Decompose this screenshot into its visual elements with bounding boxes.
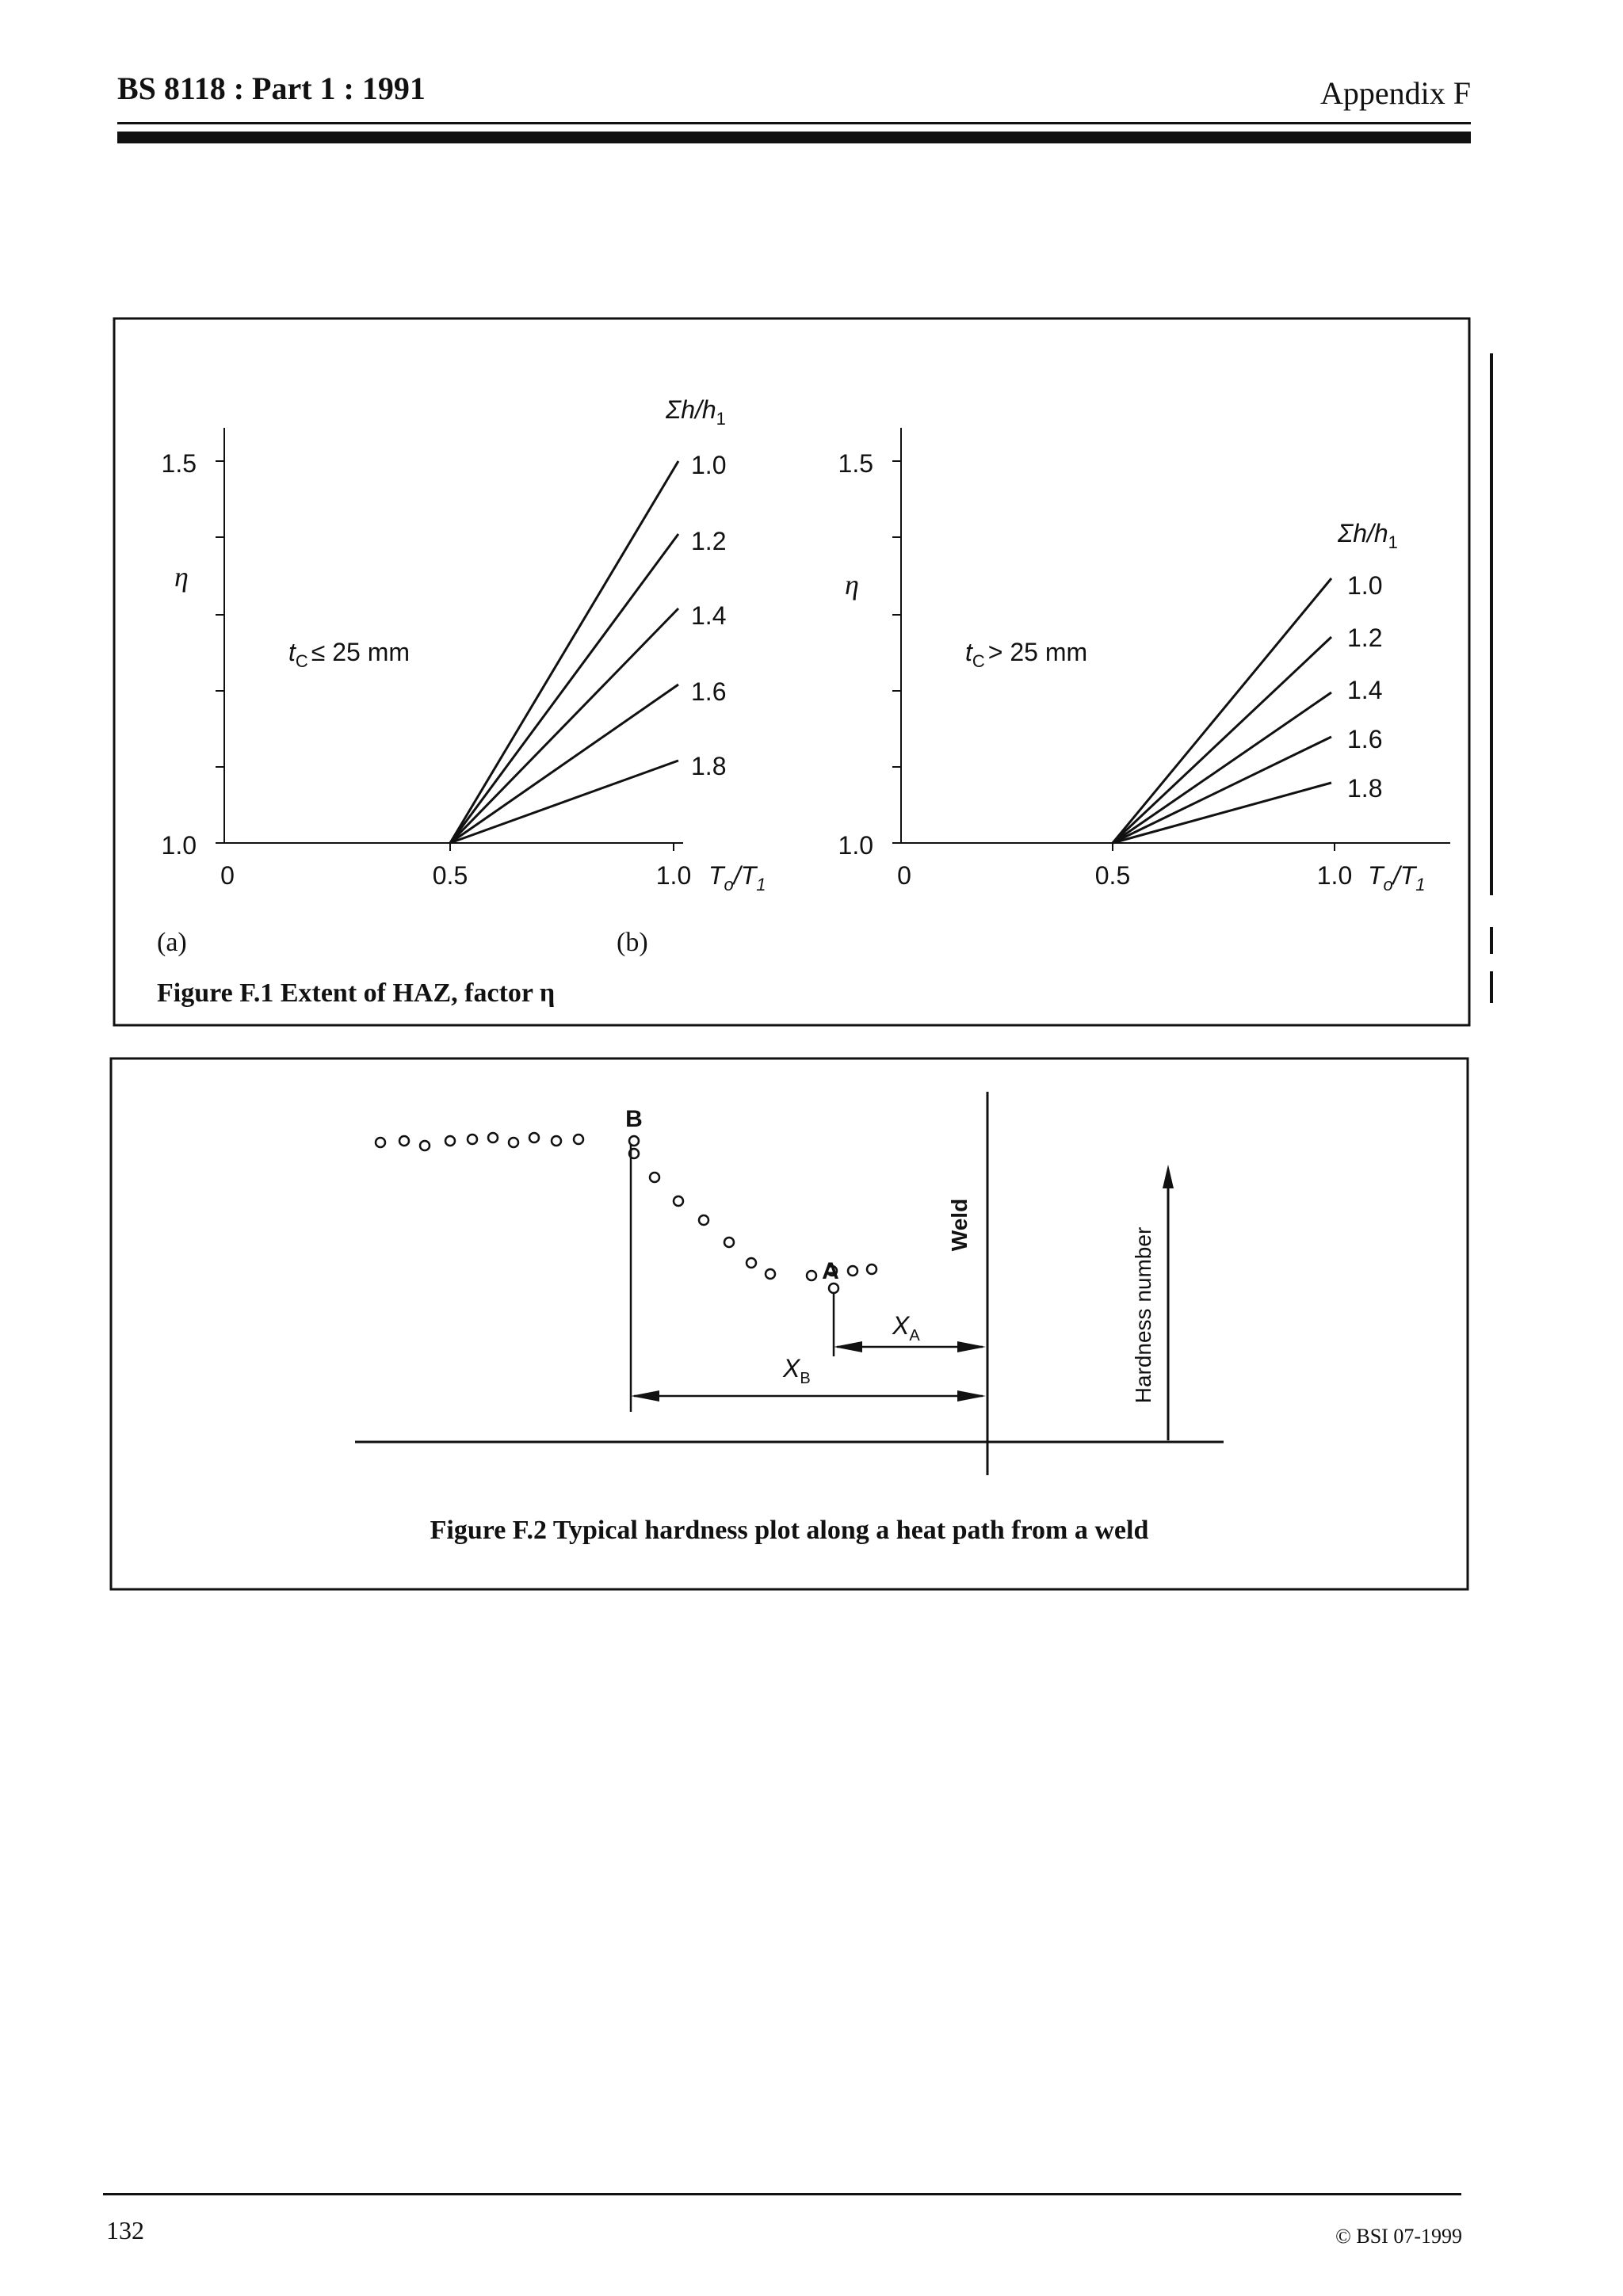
curve-label-a-1-2: 1.2 bbox=[691, 527, 727, 555]
curve-label-a-1-0: 1.0 bbox=[691, 451, 727, 479]
xb-label: $X_B$ bbox=[783, 1354, 811, 1387]
header-rule-thick bbox=[117, 132, 1471, 143]
curve-b-1-4 bbox=[1113, 692, 1331, 843]
figure-f1-frame bbox=[114, 318, 1469, 1025]
change-bar bbox=[1490, 927, 1493, 954]
figure-f2 bbox=[108, 1055, 1471, 1596]
page-number: 132 bbox=[106, 2216, 144, 2245]
x-tick-1-0: 1.0 bbox=[655, 861, 692, 890]
x-tick-0-5: 0.5 bbox=[432, 861, 468, 890]
x-axis-unit: $T_o/T_1$ bbox=[1368, 861, 1426, 894]
eta-axis-symbol: η bbox=[174, 561, 189, 593]
x-tick-0: 0 bbox=[220, 861, 235, 890]
y-tick-1-0: 1.0 bbox=[161, 831, 197, 860]
change-bar bbox=[1490, 353, 1493, 895]
panel-a-chart bbox=[162, 395, 766, 894]
curve-a-1-2 bbox=[450, 534, 678, 843]
panel-label-a: (a) bbox=[157, 928, 187, 957]
x-axis-unit: $T_o/T_1$ bbox=[708, 861, 766, 894]
y-tick-1-5: 1.5 bbox=[161, 449, 197, 478]
curve-label-b-1-0: 1.0 bbox=[1347, 571, 1383, 600]
xa-label: $X_A$ bbox=[892, 1311, 920, 1344]
curve-label-a-1-8: 1.8 bbox=[691, 752, 727, 780]
y-tick-1-0: 1.0 bbox=[838, 831, 873, 860]
curve-a-1-4 bbox=[450, 608, 678, 843]
section-title: Appendix F bbox=[1320, 75, 1471, 111]
document-id: BS 8118 : Part 1 : 1991 bbox=[117, 71, 426, 106]
x-tick-1-0: 1.0 bbox=[1316, 861, 1353, 890]
weld-label: Weld bbox=[947, 1198, 972, 1252]
figure-f1-caption: Figure F.1 Extent of HAZ, factor η bbox=[157, 978, 556, 1008]
point-a-marker bbox=[829, 1283, 838, 1293]
x-tick-0-5: 0.5 bbox=[1094, 861, 1131, 890]
curve-b-1-0 bbox=[1113, 578, 1331, 843]
hardness-axis-label: Hardness number bbox=[1131, 1226, 1155, 1404]
hardness-points bbox=[376, 1133, 876, 1280]
y-tick-1-5: 1.5 bbox=[838, 449, 873, 478]
curve-a-1-0 bbox=[450, 461, 678, 843]
eta-axis-symbol: η bbox=[845, 569, 859, 601]
curve-b-1-6 bbox=[1113, 737, 1331, 843]
point-b-label: B bbox=[625, 1106, 643, 1132]
curve-label-a-1-4: 1.4 bbox=[691, 601, 727, 630]
point-a-label: A bbox=[822, 1258, 839, 1284]
x-tick-0: 0 bbox=[897, 861, 911, 890]
curve-label-b-1-8: 1.8 bbox=[1347, 774, 1383, 803]
curve-label-b-1-4: 1.4 bbox=[1347, 676, 1383, 704]
change-bar bbox=[1490, 971, 1493, 1003]
footer-rule bbox=[103, 2193, 1461, 2195]
figure-f2-frame bbox=[111, 1058, 1468, 1589]
curve-label-a-1-6: 1.6 bbox=[691, 677, 727, 706]
curve-a-1-6 bbox=[450, 685, 678, 843]
panel-b-condition: $t_C > 25$ mm bbox=[965, 638, 1088, 671]
curve-label-b-1-6: 1.6 bbox=[1347, 725, 1383, 753]
header-rule-thin bbox=[117, 122, 1471, 124]
curve-a-1-8 bbox=[450, 761, 678, 843]
figure-f2-caption: Figure F.2 Typical hardness plot along a heat path from a weld bbox=[430, 1516, 1149, 1545]
panel-b-legend-title: $\Sigma h/h_1$ bbox=[1338, 519, 1398, 552]
curve-label-b-1-2: 1.2 bbox=[1347, 624, 1383, 652]
copyright-notice: © BSI 07-1999 bbox=[1335, 2225, 1462, 2248]
panel-b-chart bbox=[838, 428, 1450, 894]
panel-a-condition: $t_C \le 25$ mm bbox=[288, 638, 411, 671]
figure-f1 bbox=[111, 315, 1474, 1032]
panel-label-b: (b) bbox=[617, 928, 648, 957]
panel-a-legend-title: $\Sigma h/h_1$ bbox=[666, 395, 726, 429]
